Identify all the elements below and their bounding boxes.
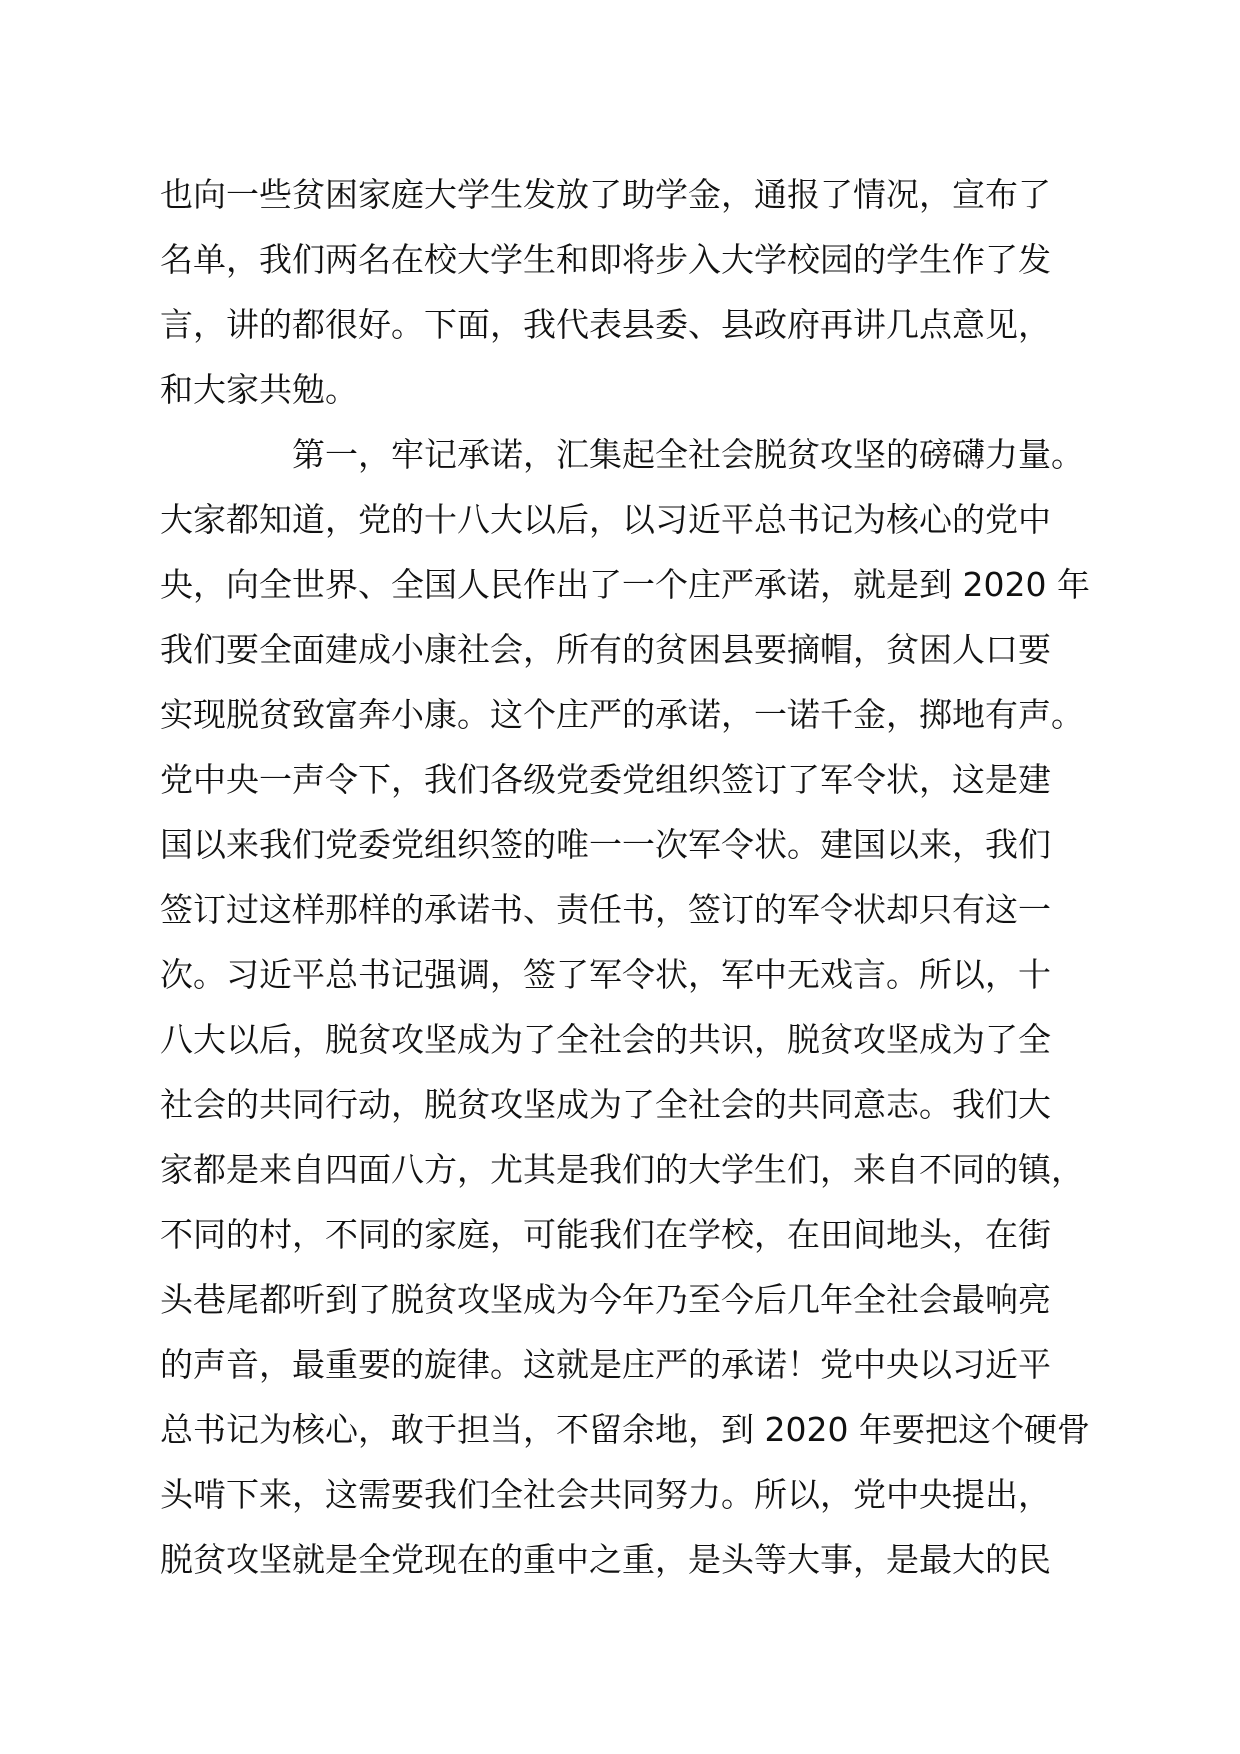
paragraph-2-line-11: 社会的共同行动，脱贫攻坚成为了全社会的共同意志。我们大 [160, 1085, 1051, 1124]
paragraph-2-line-1: 第一，牢记承诺，汇集起全社会脱贫攻坚的磅礴力量。 [292, 435, 1084, 474]
paragraph-2-line-10: 八大以后，脱贫攻坚成为了全社会的共识，脱贫攻坚成为了全 [160, 1020, 1051, 1059]
paragraph-1-line-3: 言，讲的都很好。下面，我代表县委、县政府再讲几点意见， [160, 305, 1051, 344]
paragraph-1-line-2: 名单，我们两名在校大学生和即将步入大学校园的学生作了发 [160, 240, 1051, 279]
paragraph-2-line-3: 央，向全世界、全国人民作出了一个庄严承诺，就是到 2020 年 [160, 565, 1090, 604]
paragraph-2-line-17: 头啃下来，这需要我们全社会共同努力。所以，党中央提出， [160, 1475, 1051, 1514]
paragraph-2-line-13: 不同的村，不同的家庭，可能我们在学校，在田间地头，在街 [160, 1215, 1051, 1254]
paragraph-2-line-14: 头巷尾都听到了脱贫攻坚成为今年乃至今后几年全社会最响亮 [160, 1280, 1051, 1319]
paragraph-2-line-7: 国以来我们党委党组织签的唯一一次军令状。建国以来，我们 [160, 825, 1051, 864]
paragraph-2-line-12: 家都是来自四面八方，尤其是我们的大学生们，来自不同的镇， [160, 1150, 1084, 1189]
paragraph-1-line-4: 和大家共勉。 [160, 370, 358, 409]
paragraph-1-line-1: 也向一些贫困家庭大学生发放了助学金，通报了情况，宣布了 [160, 175, 1051, 214]
paragraph-2-line-15: 的声音，最重要的旋律。这就是庄严的承诺！党中央以习近平 [160, 1345, 1051, 1384]
paragraph-2-line-9: 次。习近平总书记强调，签了军令状，军中无戏言。所以，十 [160, 955, 1051, 994]
body-text [160, 162, 1100, 1592]
paragraph-2-line-18: 脱贫攻坚就是全党现在的重中之重，是头等大事，是最大的民 [160, 1540, 1051, 1579]
paragraph-2-line-5: 实现脱贫致富奔小康。这个庄严的承诺，一诺千金，掷地有声。 [160, 695, 1084, 734]
paragraph-2-line-16: 总书记为核心，敢于担当，不留余地，到 2020 年要把这个硬骨 [160, 1410, 1090, 1449]
paragraph-2-line-6: 党中央一声令下，我们各级党委党组织签订了军令状，这是建 [160, 760, 1051, 799]
paragraph-2-line-2: 大家都知道，党的十八大以后，以习近平总书记为核心的党中 [160, 500, 1051, 539]
paragraph-2-line-4: 我们要全面建成小康社会，所有的贫困县要摘帽，贫困人口要 [160, 630, 1051, 669]
paragraph-2-line-8: 签订过这样那样的承诺书、责任书，签订的军令状却只有这一 [160, 890, 1051, 929]
